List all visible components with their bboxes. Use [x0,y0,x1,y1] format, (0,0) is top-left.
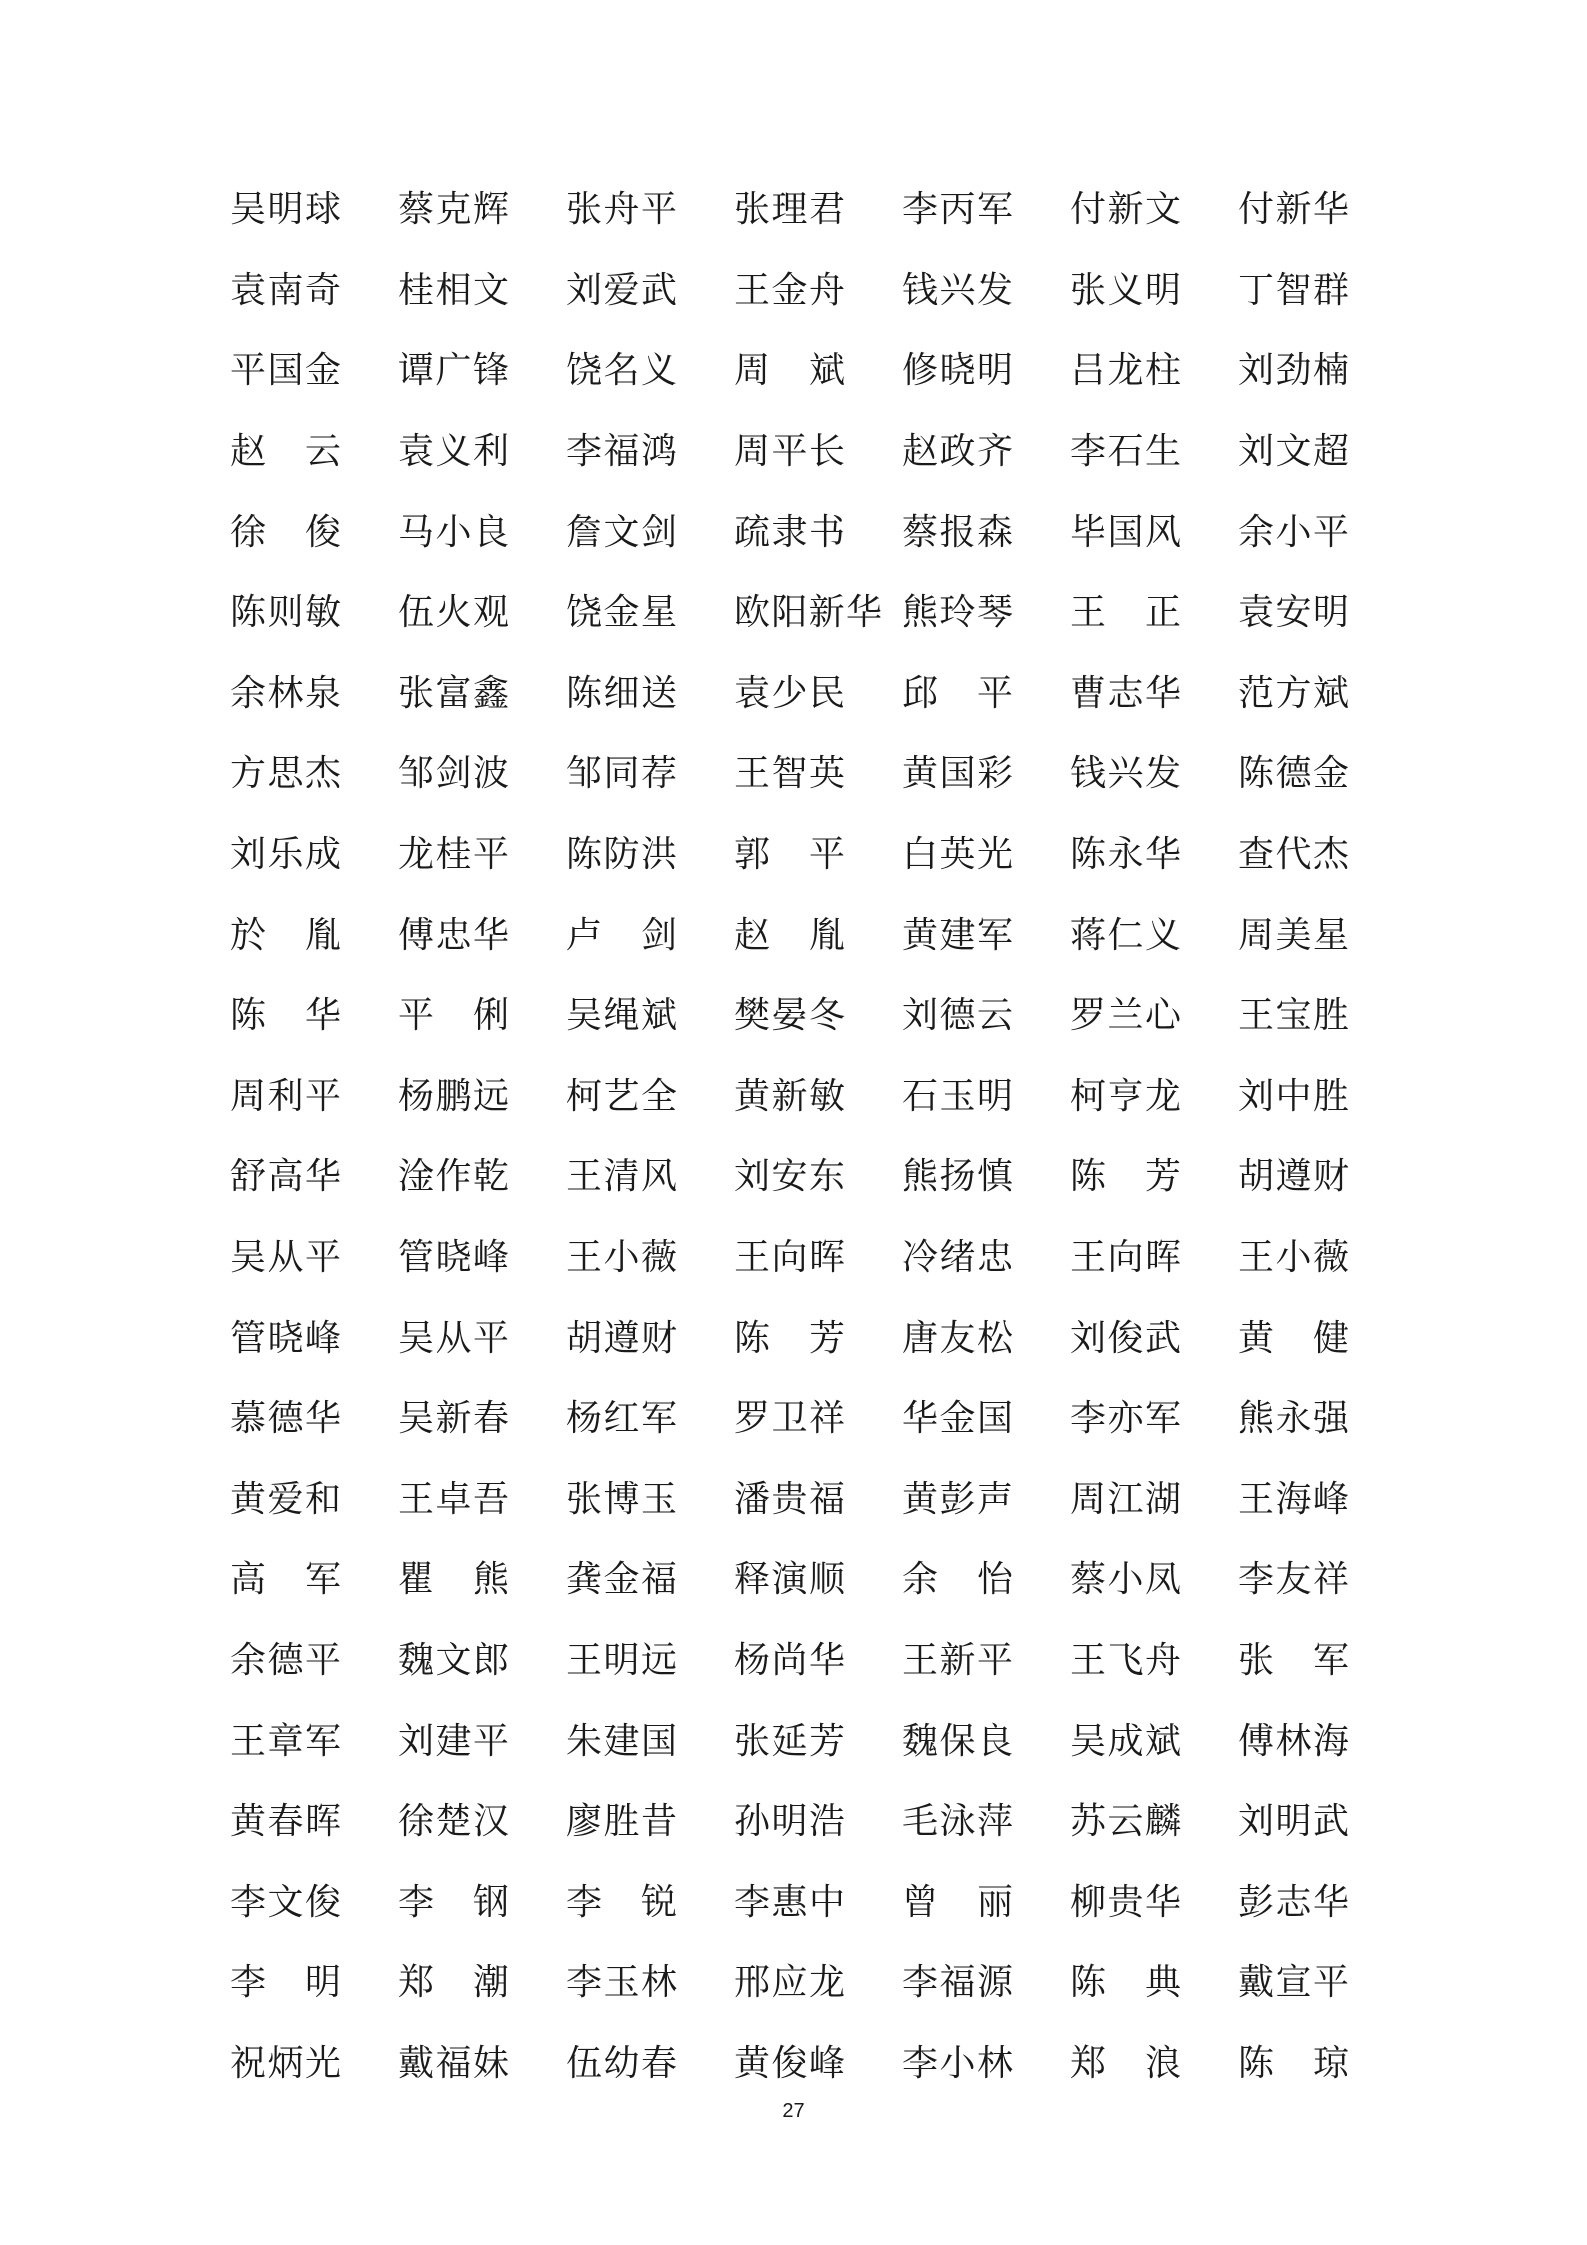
name-entry: 冷 绪 忠 [902,1237,1013,1279]
name-entry: 袁 安 明 [1238,592,1349,634]
name-entry: 淦 作 乾 [398,1156,509,1198]
name-entry: 刘 安 东 [734,1156,845,1198]
name-entry: 饶 金 星 [566,592,677,634]
name-entry: 平 国 金 [230,350,341,392]
name-entry: 疏 隶 书 [734,511,845,553]
name-entry: 陈 琼 [1238,2042,1349,2084]
name-entry: 王 明 远 [566,1639,677,1681]
name-entry: 平 俐 [398,995,509,1037]
name-entry: 黄 爱 和 [230,1478,341,1520]
name-entry: 邢 应 龙 [734,1962,845,2004]
name-entry: 李 小 林 [902,2042,1013,2084]
name-entry: 马 小 良 [398,511,509,553]
name-entry: 曾 丽 [902,1881,1013,1923]
name-entry: 刘 俊 武 [1070,1317,1181,1359]
name-entry: 谭 广 锋 [398,350,509,392]
name-entry: 祝 炳 光 [230,2042,341,2084]
name-entry: 刘 中 胜 [1238,1075,1349,1117]
name-entry: 吴 绳 斌 [566,995,677,1037]
name-entry: 龚 金 福 [566,1559,677,1601]
name-entry: 邹 剑 波 [398,753,509,795]
name-entry: 詹 文 剑 [566,511,677,553]
name-entry: 吴 新 春 [398,1398,509,1440]
name-entry: 魏 保 良 [902,1720,1013,1762]
name-entry: 饶 名 义 [566,350,677,392]
name-entry: 吴 明 球 [230,189,341,231]
name-entry: 刘 德 云 [902,995,1013,1037]
name-entry: 周 斌 [734,350,845,392]
name-entry: 龙 桂 平 [398,834,509,876]
name-entry: 李 石 生 [1070,431,1181,473]
name-entry: 徐 俊 [230,511,341,553]
name-entry: 张 义 明 [1070,269,1181,311]
name-entry: 熊 扬 慎 [902,1156,1013,1198]
name-entry: 李 福 鸿 [566,431,677,473]
name-entry: 付 新 华 [1238,189,1349,231]
name-entry: 陈 典 [1070,1962,1181,2004]
name-entry: 袁 义 利 [398,431,509,473]
name-entry: 於 胤 [230,914,341,956]
name-entry: 张 舟 平 [566,189,677,231]
name-entry: 胡 遵 财 [566,1317,677,1359]
name-entry: 余 德 平 [230,1639,341,1681]
name-entry: 李 钢 [398,1881,509,1923]
name-entry: 柯 亨 龙 [1070,1075,1181,1117]
name-entry: 傅 忠 华 [398,914,509,956]
name-entry: 刘 明 武 [1238,1801,1349,1843]
name-entry: 管 晓 峰 [230,1317,341,1359]
name-entry: 蒋 仁 义 [1070,914,1181,956]
name-entry: 桂 相 文 [398,269,509,311]
name-entry: 黄 俊 峰 [734,2042,845,2084]
name-entry: 李 惠 中 [734,1881,845,1923]
name-entry: 王 向 晖 [734,1237,845,1279]
name-entry: 周 利 平 [230,1075,341,1117]
name-entry: 余 怡 [902,1559,1013,1601]
name-entry: 彭 志 华 [1238,1881,1349,1923]
name-entry: 李 福 源 [902,1962,1013,2004]
name-entry: 王 小 薇 [566,1237,677,1279]
name-entry: 王 向 晖 [1070,1237,1181,1279]
name-entry: 黄 健 [1238,1317,1349,1359]
name-entry: 周 平 长 [734,431,845,473]
name-entry: 吕 龙 柱 [1070,350,1181,392]
name-entry: 李 锐 [566,1881,677,1923]
name-entry: 陈 德 金 [1238,753,1349,795]
name-entry: 胡 遵 财 [1238,1156,1349,1198]
name-entry: 蔡 克 辉 [398,189,509,231]
name-entry: 李 明 [230,1962,341,2004]
name-entry: 柯 艺 全 [566,1075,677,1117]
name-entry: 陈 防 洪 [566,834,677,876]
name-entry: 张 富 鑫 [398,672,509,714]
name-entry: 杨 鹏 远 [398,1075,509,1117]
name-entry: 黄 新 敏 [734,1075,845,1117]
name-entry: 赵 胤 [734,914,845,956]
name-entry: 陈 细 送 [566,672,677,714]
name-entry: 郑 潮 [398,1962,509,2004]
name-entry: 付 新 文 [1070,189,1181,231]
name-entry: 刘 建 平 [398,1720,509,1762]
name-entry: 吴 从 平 [398,1317,509,1359]
name-entry: 黄 彭 声 [902,1478,1013,1520]
name-entry: 伍 火 观 [398,592,509,634]
name-entry: 魏 文 郎 [398,1639,509,1681]
name-entry: 唐 友 松 [902,1317,1013,1359]
name-entry: 陈 则 敏 [230,592,341,634]
name-entry: 袁 少 民 [734,672,845,714]
name-entry: 余 小 平 [1238,511,1349,553]
name-entry: 释 演 顺 [734,1559,845,1601]
name-entry: 熊 永 强 [1238,1398,1349,1440]
name-entry: 柳 贵 华 [1070,1881,1181,1923]
name-entry: 戴 福 妹 [398,2042,509,2084]
name-entry: 陈 芳 [1070,1156,1181,1198]
name-entry: 慕 德 华 [230,1398,341,1440]
name-entry: 伍 幼 春 [566,2042,677,2084]
name-entry: 卢 剑 [566,914,677,956]
name-entry: 王 章 军 [230,1720,341,1762]
name-entry: 王 金 舟 [734,269,845,311]
name-entry: 钱 兴 发 [1070,753,1181,795]
name-entry: 赵 云 [230,431,341,473]
name-entry: 查 代 杰 [1238,834,1349,876]
name-entry: 范 方 斌 [1238,672,1349,714]
name-entry: 华 金 国 [902,1398,1013,1440]
name-entry: 徐 楚 汉 [398,1801,509,1843]
name-entry: 罗 兰 心 [1070,995,1181,1037]
name-entry: 张 博 玉 [566,1478,677,1520]
name-entry: 王 卓 吾 [398,1478,509,1520]
name-entry: 吴 从 平 [230,1237,341,1279]
name-entry: 陈 永 华 [1070,834,1181,876]
name-entry: 白 英 光 [902,834,1013,876]
name-entry: 李 友 祥 [1238,1559,1349,1601]
name-entry: 余 林 泉 [230,672,341,714]
name-entry: 蔡 报 森 [902,511,1013,553]
name-entry: 管 晓 峰 [398,1237,509,1279]
name-entry: 吴 成 斌 [1070,1720,1181,1762]
name-entry: 杨 红 军 [566,1398,677,1440]
name-entry: 丁 智 群 [1238,269,1349,311]
name-entry: 蔡 小 凤 [1070,1559,1181,1601]
name-entry: 毕 国 风 [1070,511,1181,553]
name-entry: 赵 政 齐 [902,431,1013,473]
name-entry: 刘 爱 武 [566,269,677,311]
name-entry: 方 思 杰 [230,753,341,795]
name-entry: 廖 胜 昔 [566,1801,677,1843]
name-entry: 邱 平 [902,672,1013,714]
name-entry: 樊 晏 冬 [734,995,845,1037]
name-entry: 陈 华 [230,995,341,1037]
name-entry: 张 理 君 [734,189,845,231]
name-entry: 高 军 [230,1559,341,1601]
name-entry: 潘 贵 福 [734,1478,845,1520]
name-entry: 王 海 峰 [1238,1478,1349,1520]
name-entry: 王 宝 胜 [1238,995,1349,1037]
name-entry: 熊 玲 琴 [902,592,1013,634]
name-entry: 刘 劲 楠 [1238,350,1349,392]
name-entry: 张 军 [1238,1639,1349,1681]
name-entry: 曹 志 华 [1070,672,1181,714]
name-entry: 石 玉 明 [902,1075,1013,1117]
name-entry: 朱 建 国 [566,1720,677,1762]
name-entry: 李 玉 林 [566,1962,677,2004]
name-entry: 孙 明 浩 [734,1801,845,1843]
name-entry: 王 清 风 [566,1156,677,1198]
names-list [230,170,1360,2104]
name-entry: 苏 云 麟 [1070,1801,1181,1843]
name-entry: 周 江 湖 [1070,1478,1181,1520]
name-entry: 罗 卫 祥 [734,1398,845,1440]
name-entry: 周 美 星 [1238,914,1349,956]
name-entry: 邹 同 荐 [566,753,677,795]
name-entry: 李 文 俊 [230,1881,341,1923]
name-entry: 郑 浪 [1070,2042,1181,2084]
name-entry: 袁 南 奇 [230,269,341,311]
name-entry: 郭 平 [734,834,845,876]
name-entry: 傅 林 海 [1238,1720,1349,1762]
name-entry: 黄 春 晖 [230,1801,341,1843]
name-entry: 陈 芳 [734,1317,845,1359]
name-entry: 钱 兴 发 [902,269,1013,311]
name-entry: 黄 国 彩 [902,753,1013,795]
page-number: 27 [782,2100,805,2122]
name-entry: 戴 宣 平 [1238,1962,1349,2004]
name-entry: 张 延 芳 [734,1720,845,1762]
name-entry: 王 小 薇 [1238,1237,1349,1279]
name-entry: 李 亦 军 [1070,1398,1181,1440]
name-entry: 舒 高 华 [230,1156,341,1198]
name-entry: 王 智 英 [734,753,845,795]
name-entry: 王 飞 舟 [1070,1639,1181,1681]
name-entry: 王 正 [1070,592,1181,634]
name-entry: 瞿 熊 [398,1559,509,1601]
name-entry: 毛 泳 萍 [902,1801,1013,1843]
name-entry: 李 丙 军 [902,189,1013,231]
name-entry: 王 新 平 [902,1639,1013,1681]
name-entry: 修 晓 明 [902,350,1013,392]
name-entry: 欧 阳 新 华 [734,592,882,634]
name-entry: 刘 文 超 [1238,431,1349,473]
name-entry: 杨 尚 华 [734,1639,845,1681]
name-entry: 刘 乐 成 [230,834,341,876]
name-entry: 黄 建 军 [902,914,1013,956]
